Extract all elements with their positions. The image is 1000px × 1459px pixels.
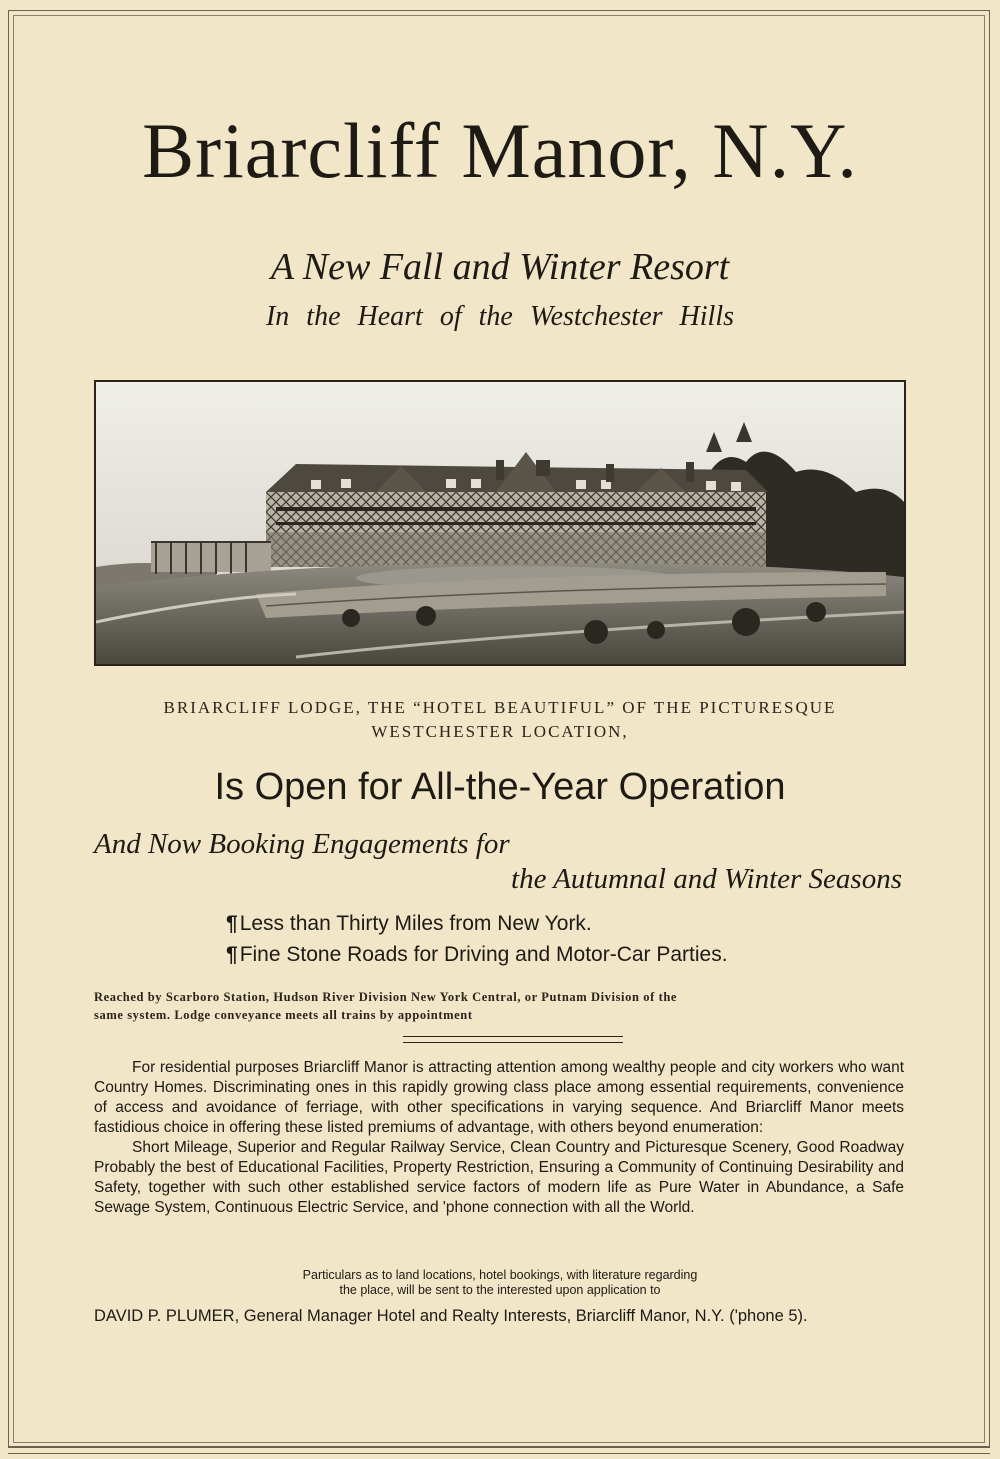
pilcrow-icon: ¶	[226, 943, 238, 966]
bullet-roads	[226, 944, 728, 965]
body-paragraph-2: Short Mileage, Superior and Regular Railway Service, Clean Country and Picturesque Scenery, Good Roadway Probably the best of Educational Facilities, Property Restriction, Ensuring a Community of Continuing Desirability and Safety, together with such other established service factors of modern life as Pure Water in Abundance, a Safe Sewage System, Continuous Electric Service, and 'phone connection with all the World.	[94, 1139, 904, 1216]
booking-line-1: And Now Booking Engagements for	[94, 828, 510, 860]
pilcrow-icon: ¶	[226, 912, 238, 935]
page-title: Briarcliff Manor, N.Y.	[142, 107, 858, 194]
caption-line-1: BRIARCLIFF LODGE, THE “HOTEL BEAUTIFUL” OF THE PICTURESQUE	[163, 698, 837, 717]
location-tagline: In the Heart of the Westchester Hills	[265, 301, 734, 332]
body-copy	[94, 1058, 904, 1218]
bullet-distance-text: Less than Thirty Miles from New York.	[239, 912, 592, 935]
open-headline: Is Open for All-the-Year Operation	[214, 766, 786, 808]
body-paragraph-1: For residential purposes Briarcliff Manor is attracting attention among wealthy people and city workers who want Country Homes. Discriminating ones in this rapidly growing class place among essential requirements, convenience of access and avoidance of ferriage, with other specifications in varying sequence. And Briarcliff Manor meets fastidious choice in offering these listed premiums of advantage, with others beyond enumeration:	[94, 1059, 904, 1136]
section-divider	[403, 1036, 623, 1043]
travel-line-1: Reached by Scarboro Station, Hudson River Division New York Central, or Putnam Division of the	[94, 990, 678, 1004]
photo-caption	[90, 696, 910, 744]
resort-subtitle: A New Fall and Winter Resort	[270, 246, 730, 288]
particulars-note	[0, 1268, 1000, 1298]
caption-line-2: WESTCHESTER LOCATION,	[371, 722, 629, 741]
booking-line-2: the Autumnal and Winter Seasons	[511, 863, 902, 895]
particulars-line-1: Particulars as to land locations, hotel bookings, with literature regarding	[302, 1268, 698, 1282]
bullet-roads-text: Fine Stone Roads for Driving and Motor-Car Parties.	[239, 943, 728, 966]
lodge-illustration	[96, 382, 904, 664]
particulars-line-2: the place, will be sent to the interested upon application to	[339, 1283, 661, 1297]
bottom-double-rule	[8, 1446, 990, 1454]
bullet-distance	[226, 913, 592, 934]
lodge-photograph	[94, 380, 906, 666]
travel-note	[94, 988, 906, 1024]
manager-signature: DAVID P. PLUMER, General Manager Hotel and Realty Interests, Briarcliff Manor, N.Y. ('phone 5).	[94, 1307, 808, 1325]
travel-line-2: same system. Lodge conveyance meets all trains by appointment	[94, 1008, 473, 1022]
